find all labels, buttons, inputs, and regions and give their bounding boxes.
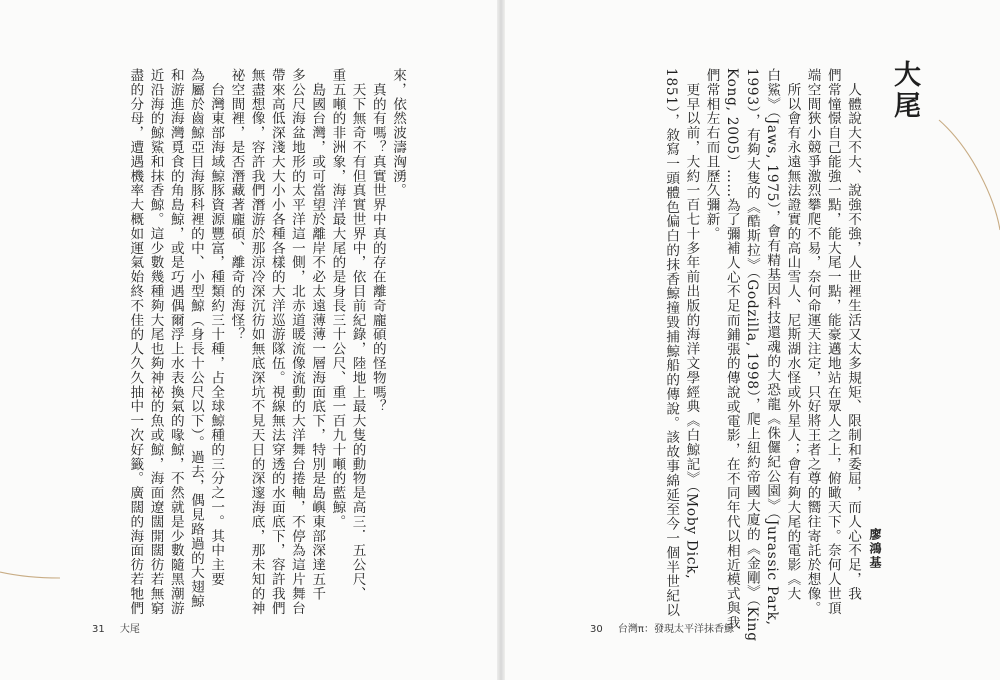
right-para-10: 1851），敘寫一頭體色偏白的抹香鯨撞毀捕鯨船的傳說。該故事綿延至今一個半世紀以 — [663, 68, 680, 618]
left-para-2: 真的有嗎？真實世界中真的存在離奇龐碩的怪物嗎？ — [369, 68, 386, 414]
right-folio — [590, 620, 734, 635]
left-para-14: 盡的分母，遭遇機率大概如運氣始終不佳的人久久抽中一次好籤。廣闊的海面彷若牠們 — [127, 68, 144, 616]
left-para-3: 天下無奇不有但真實世界中，依目前紀錄，陸地上最大隻的動物是高三．五公尺、 — [349, 68, 366, 601]
left-para-8: 無盡想像，容許我們潛游於那涼冷深沉彷如無底深坑不見天日的深邃海底，那未知的神 — [248, 68, 265, 616]
right-para-9: 更早以前，大約一百七十多年前出版的海洋文學經典《白鯨記》（Moby Dick, — [683, 68, 700, 580]
decorative-curve-left-icon — [0, 0, 80, 680]
left-para-1: 來，依然波濤洶湧。 — [390, 68, 406, 198]
chapter-title: 大尾 — [889, 60, 920, 122]
right-para-4: 所以會有永遠無法證實的高山雪人、尼斯湖水怪或外星人；會有夠大尾的電影《大 — [784, 68, 801, 601]
running-header: 大尾 — [119, 624, 140, 635]
page-number: 31 — [92, 624, 105, 635]
left-folio — [92, 620, 140, 635]
left-para-9: 祕空間裡，是否潛藏著龐碩、離奇的海怪？ — [228, 68, 245, 342]
left-para-4: 重五噸的非洲象，海洋最大尾的是身長三十公尺、重一百九十噸的藍鯨。 — [329, 68, 346, 529]
left-page-body — [125, 68, 408, 616]
left-para-7: 帶來高低深淺大大小小各種各樣的大洋巡游隊伍。視線無法穿透的水面底下，容許我們 — [268, 68, 285, 616]
left-para-10: 台灣東部海域鯨豚資源豐富，種類約三十種，占全球鯨種的三分之一。其中主要 — [208, 68, 225, 587]
right-para-1: 人體說大不大、說強不強，人世裡生活又太多規矩、限制和委屈，而人心不足，我 — [845, 68, 861, 601]
page-right — [503, 0, 1000, 680]
right-para-7: Kong, 2005）……為了彌補人心不足而鋪張的傳說或電影，在不同年代以相近模式與我 — [723, 68, 740, 630]
right-para-2: 們常憧憬自己能強一點，能大尾一點，能豪邁地站在眾人之上，俯瞰天下。奈何人世頂 — [824, 68, 841, 616]
running-header: 台灣π：發現太平洋抹香鯨 — [617, 624, 734, 635]
right-para-3: 端空間狹小競爭激烈攀爬不易，奈何命運天注定，只好將王者之尊的嚮往寄託於想像。 — [804, 68, 821, 616]
left-para-11: 為屬於齒鯨亞目海豚科裡的中、小型鯨（身長十公尺以下）。過去，偶見路過的大翅鯨 — [187, 68, 204, 609]
page-number: 30 — [590, 624, 603, 635]
left-para-6: 多公尺海盆地形的太平洋這一側，北赤道暖流像流動的大洋舞台捲軸，不停為這片舞台 — [288, 68, 305, 616]
right-para-8: 們常相左右而且歷久彌新。 — [703, 68, 720, 241]
right-para-5: 白鯊》（Jaws, 1975），會有精基因科技還魂的大恐龍《侏儸紀公園》（Jurassic Park, — [764, 68, 781, 626]
author-name: 廖鴻基 — [868, 528, 882, 570]
right-para-6: 1993），有夠大隻的《酷斯拉》（Godzilla, 1998），爬上紐約帝國大廈的《金剛》（King — [743, 68, 760, 642]
left-para-12: 和游進海灣覓食的角島鯨，或是巧遇偶爾浮上水表換氣的喙鯨，不然就是少數隨黑潮游 — [167, 68, 184, 616]
left-para-5: 島國台灣，或可當望於離岸不必太遠薄薄一層海面底下，特別是島嶼東部深達五千 — [309, 68, 326, 601]
left-para-13: 近沿海的鯨鯊和抹香鯨。這少數幾種夠大尾也夠神祕的魚或鯨，海面遼闊開闊彷若無窮 — [147, 68, 164, 616]
